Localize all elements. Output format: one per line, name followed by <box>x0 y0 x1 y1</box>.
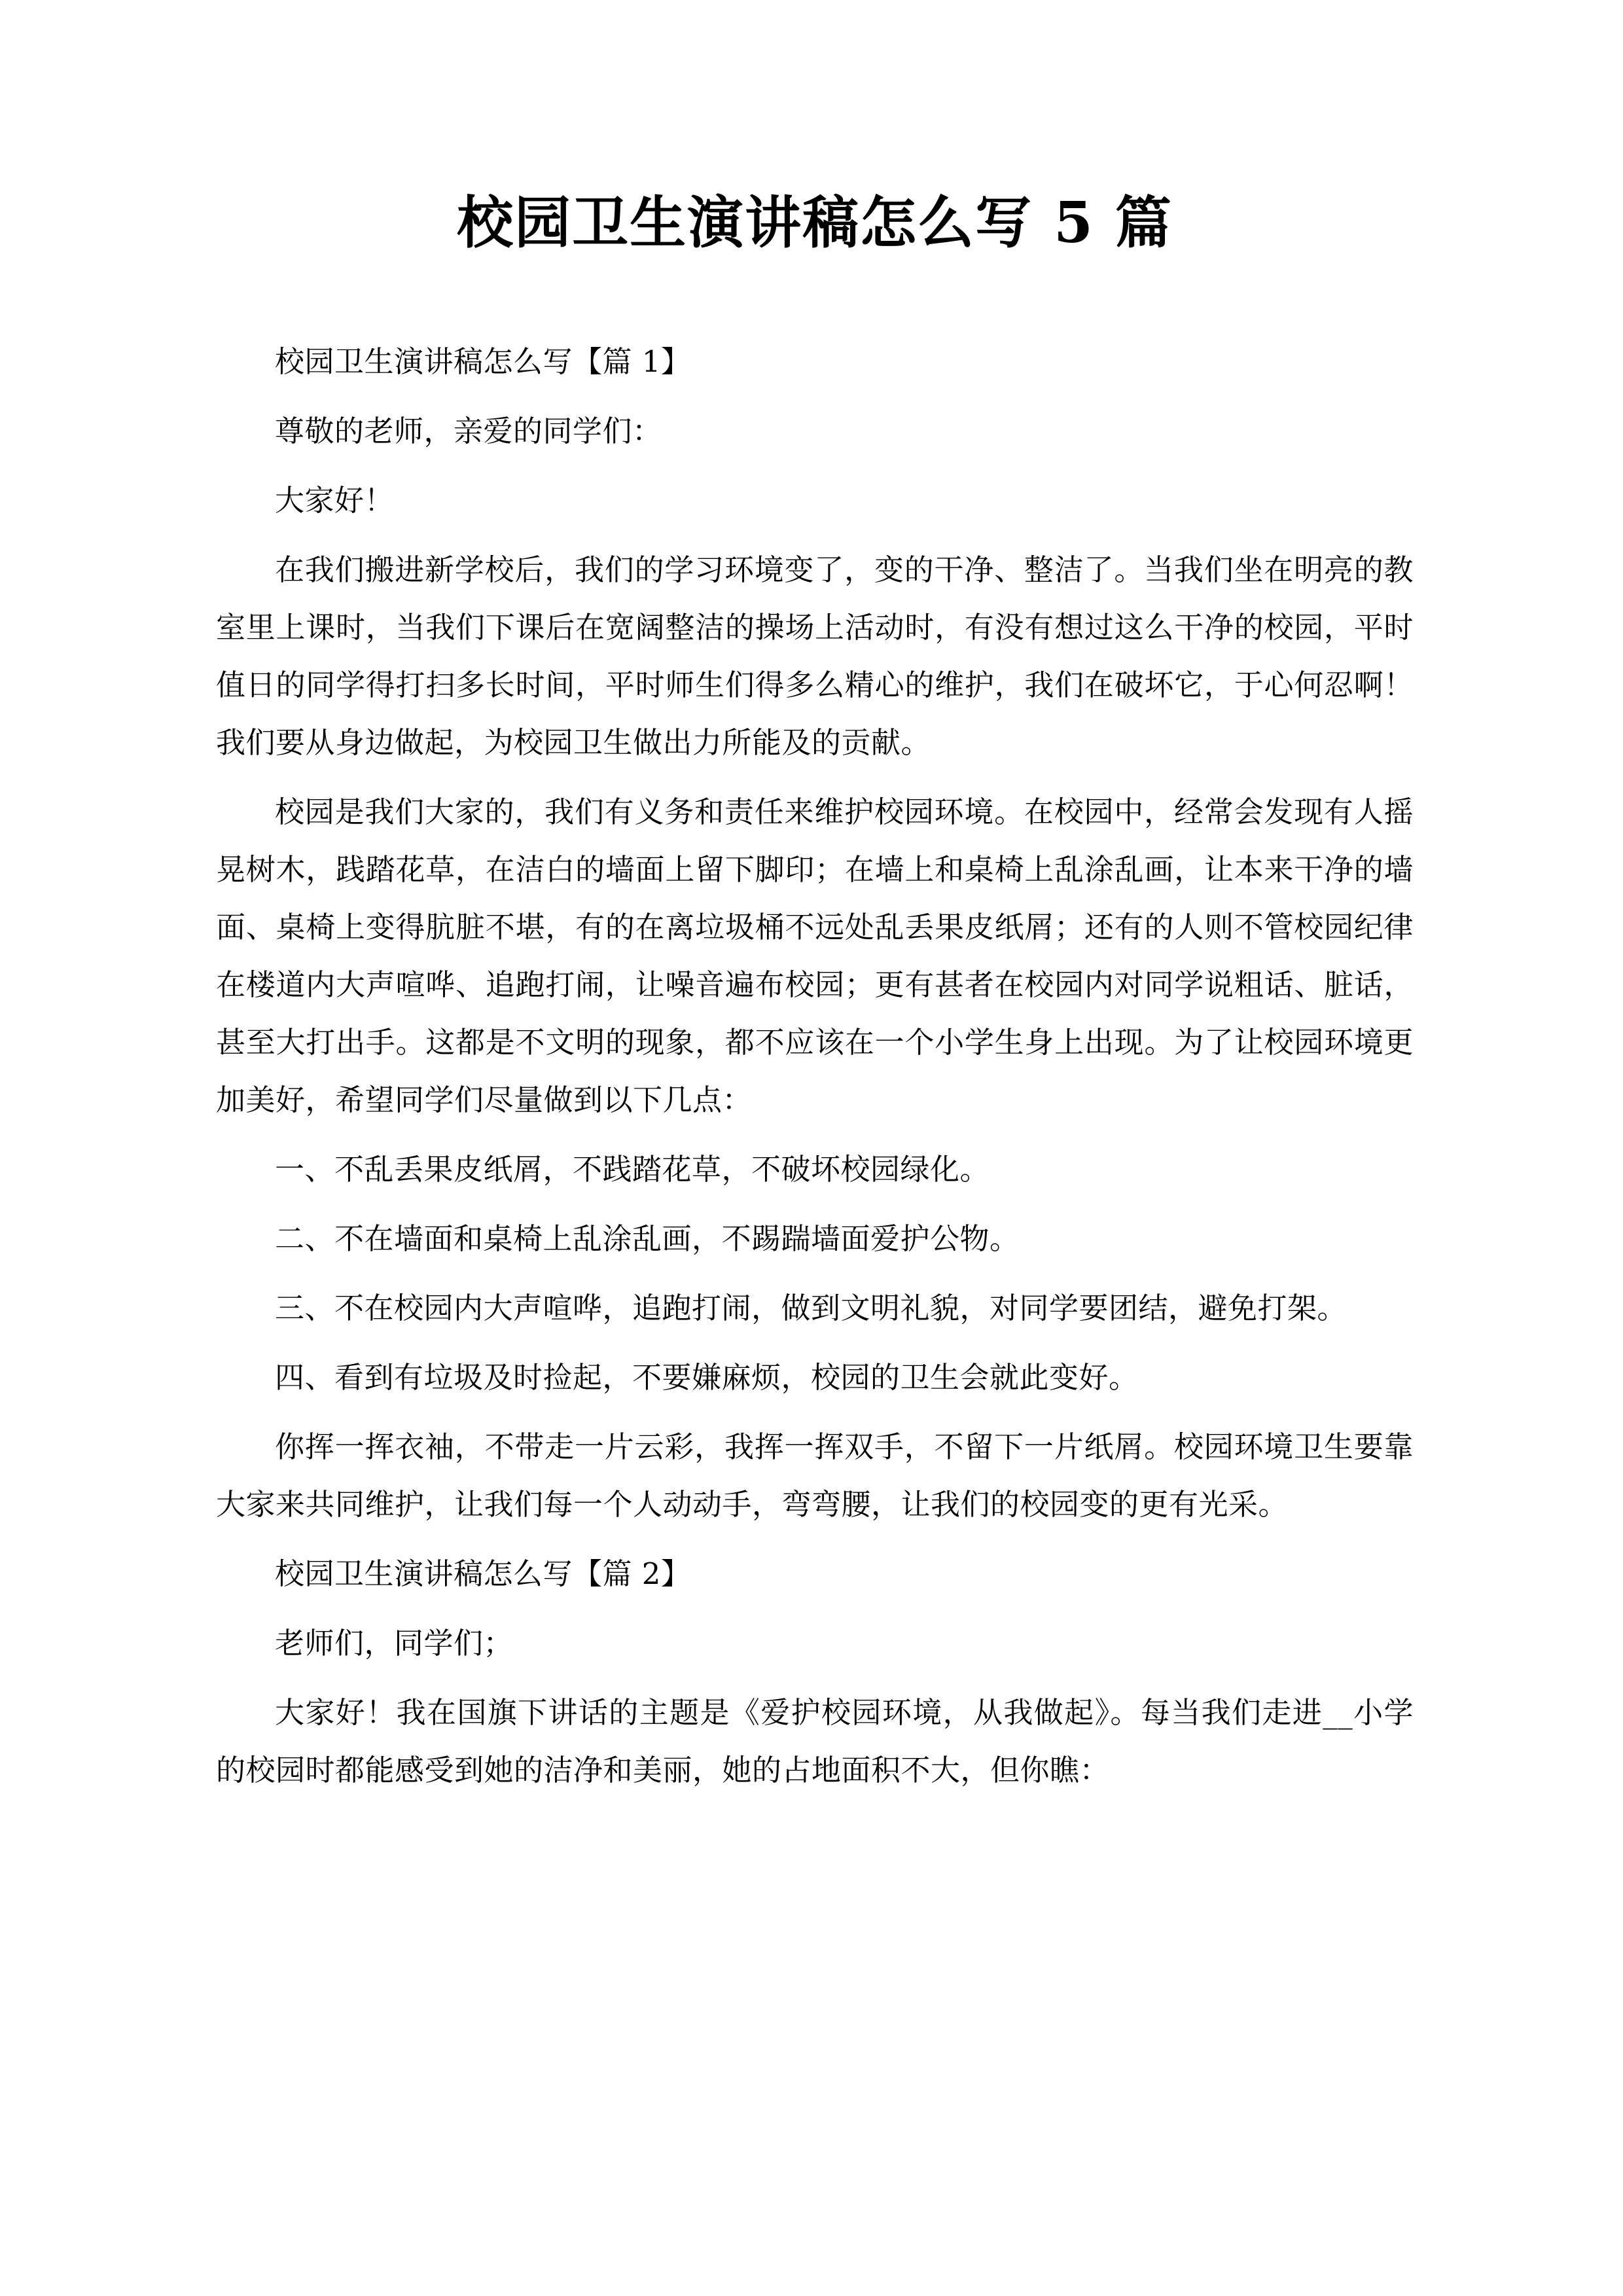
list-item: 二、不在墙面和桌椅上乱涂乱画，不踢踹墙面爱护公物。 <box>275 1221 1020 1256</box>
greeting-1: 大家好！ <box>275 482 395 518</box>
page-content <box>216 0 1414 1811</box>
body-paragraph-1-2: 校园是我们大家的，我们有义务和责任来维护校园环境。在校园中，经常会发现有人摇晃树木，践踏花草，在洁白的墙面上留下脚印；在墙上和桌椅上乱涂乱画，让本来干净的墙面、桌椅上变得肮脏不堪，有的在离垃圾桶不远处乱丢果皮纸屑；还有的人则不管校园纪律在楼道内大声喧哗、追跑打闹，让噪音遍布校园；更有甚者在校园内对同学说粗话、脏话，甚至大打出手。这都是不文明的现象，都不应该在一个小学生身上出现。为了让校园环境更加美好，希望同学们尽量做到以下几点： <box>216 794 1414 1117</box>
section-heading-1: 校园卫生演讲稿怎么写【篇 1】 <box>275 344 691 379</box>
closing-paragraph-1: 你挥一挥衣袖，不带走一片云彩，我挥一挥双手，不留下一片纸屑。校园环境卫生要靠大家来共同维护，让我们每一个人动动手，弯弯腰，让我们的校园变的更有光采。 <box>216 1429 1414 1522</box>
section-heading-2: 校园卫生演讲稿怎么写【篇 2】 <box>275 1556 691 1591</box>
document-body <box>216 333 1414 1799</box>
list-item: 三、不在校园内大声喧哗，追跑打闹，做到文明礼貌，对同学要团结，避免打架。 <box>275 1290 1347 1325</box>
body-paragraph-1-1: 在我们搬进新学校后，我们的学习环境变了，变的干净、整洁了。当我们坐在明亮的教室里上课时，当我们下课后在宽阔整洁的操场上活动时，有没有想过这么干净的校园，平时值日的同学得打扫多长时间，平时师生们得多么精心的维护，我们在破坏它，于心何忍啊！我们要从身边做起，为校园卫生做出力所能及的贡献。 <box>216 552 1414 760</box>
salutation-2: 老师们，同学们； <box>275 1625 514 1660</box>
page-title: 校园卫生演讲稿怎么写 5 篇 <box>457 190 1173 256</box>
list-item: 一、不乱丢果皮纸屑，不践踏花草，不破坏校园绿化。 <box>275 1151 990 1187</box>
body-paragraph-2-1: 大家好！我在国旗下讲话的主题是《爱护校园环境，从我做起》。每当我们走进__小学的校园时都能感受到她的洁净和美丽，她的占地面积不大，但你瞧： <box>216 1695 1414 1787</box>
salutation-1: 尊敬的老师，亲爱的同学们： <box>275 413 662 448</box>
list-item: 四、看到有垃圾及时捡起，不要嫌麻烦，校园的卫生会就此变好。 <box>275 1359 1139 1395</box>
